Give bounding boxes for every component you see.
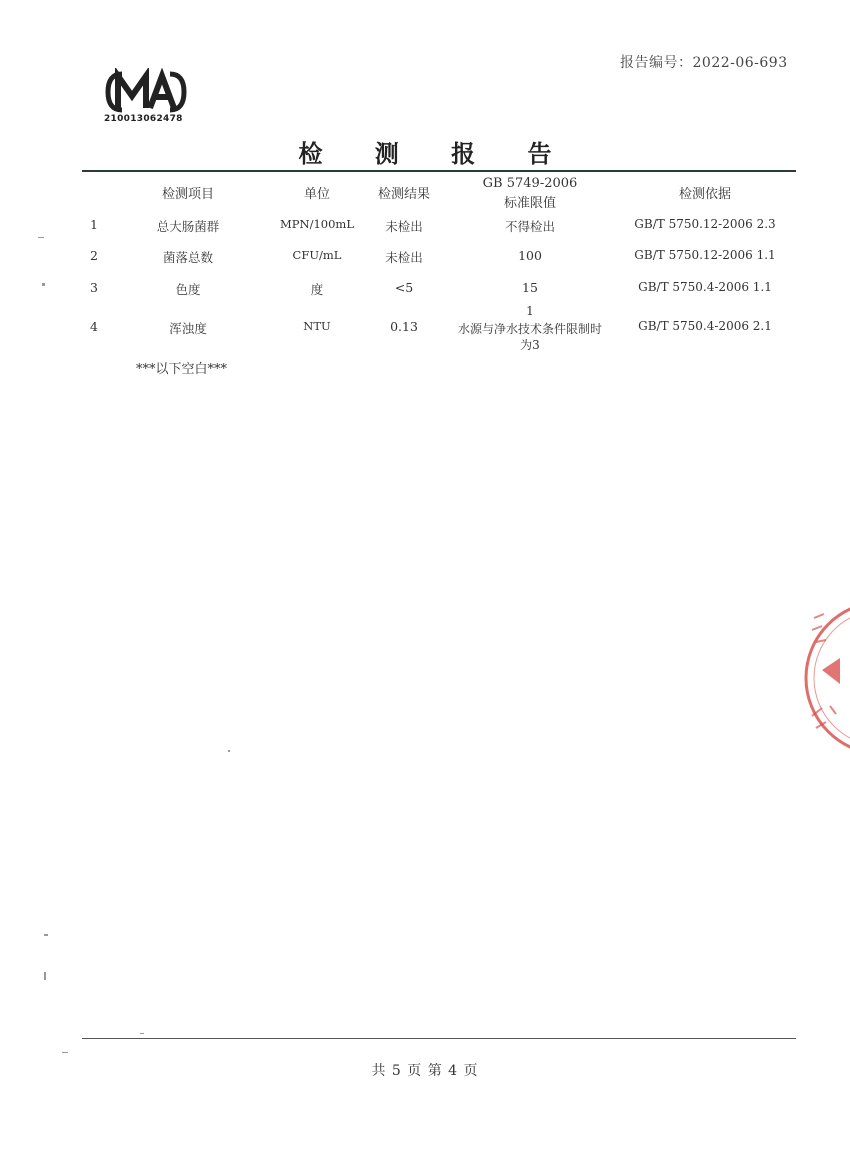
row-basis: GB/T 5750.12-2006 2.3 [634,217,776,231]
header-unit: 单位 [303,187,330,202]
scan-speck [42,283,45,286]
row-unit: NTU [303,319,331,333]
scan-speck [62,1052,68,1053]
row-limit: 不得检出 [504,219,555,234]
row-result: 未检出 [385,250,423,265]
header-result: 检测结果 [377,187,430,202]
red-seal-stamp [800,596,850,760]
row-unit: CFU/mL [292,248,342,262]
row-result: 0.13 [390,319,418,334]
header-basis: 检测依据 [678,187,731,202]
header-limit-standard: GB 5749-2006 [482,176,578,191]
row-limit: 15 [522,280,538,295]
scan-speck [228,750,230,752]
blank-below-note: ***以下空白*** [136,362,228,377]
row-unit: MPN/100mL [280,217,354,231]
row-basis: GB/T 5750.4-2006 1.1 [638,280,772,294]
row-item: 总大肠菌群 [156,219,220,234]
row-number: 3 [90,280,98,295]
row-result: <5 [394,280,414,295]
row-item: 菌落总数 [162,250,213,265]
row-result: 未检出 [385,219,423,234]
cma-code: 210013062478 [104,114,183,124]
header-limit: 标准限值 [503,196,556,211]
row-unit: 度 [310,282,324,297]
row-item: 色度 [175,282,201,297]
scan-speck [38,237,44,238]
top-rule [82,170,796,172]
page-title: 检 测 报 告 [298,139,574,168]
row-basis: GB/T 5750.4-2006 2.1 [638,319,772,333]
row-basis: GB/T 5750.12-2006 1.1 [634,248,776,262]
row-limit-note: 水源与净水技术条件限制时 [457,322,602,336]
scan-speck [140,1033,144,1034]
page-footer: 共 5 页 第 4 页 [371,1063,479,1079]
row-item: 浑浊度 [169,321,207,336]
scan-speck [44,972,46,980]
row-limit: 100 [518,248,542,263]
report-number: 报告编号：2022-06-693 [620,55,788,71]
row-number: 4 [90,319,98,334]
row-limit: 1 [526,304,534,318]
row-number: 1 [90,217,98,232]
header-item: 检测项目 [161,187,214,202]
row-number: 2 [90,248,98,263]
bottom-rule [82,1038,796,1039]
row-limit-note-value: 为3 [520,338,540,352]
scan-speck [44,934,48,936]
